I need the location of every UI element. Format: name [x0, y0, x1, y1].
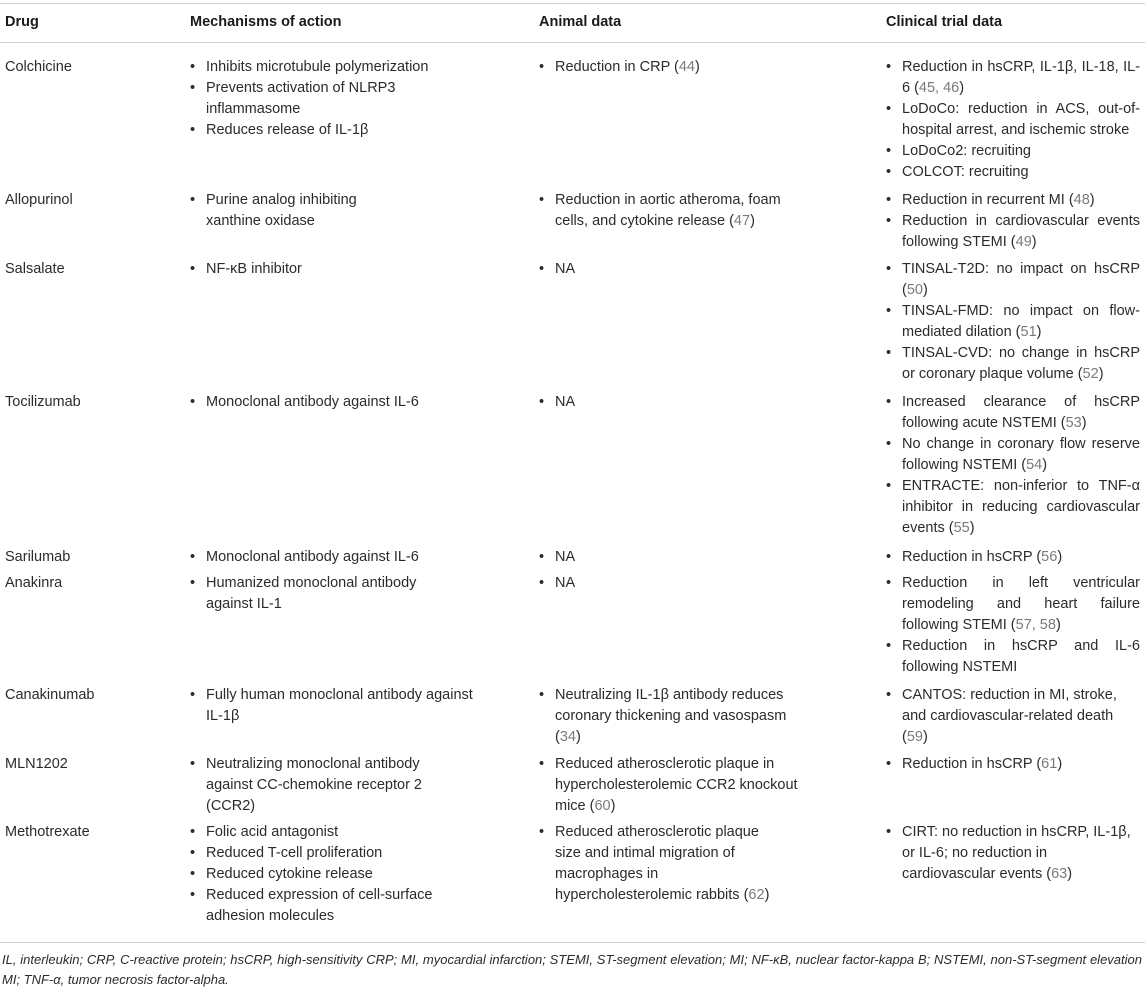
clinical-cell [886, 259, 1140, 385]
reference-link: 59 [906, 729, 923, 745]
drug-name: Sarilumab [5, 549, 71, 565]
list-item: • No change in coronary flow reserve following NSTEMI (54) [886, 436, 1140, 473]
list-item: • Monoclonal antibody against IL-6 [190, 549, 419, 565]
drug-name: Allopurinol [5, 192, 73, 208]
list-item: • Reduced cytokine release [190, 866, 373, 882]
list-item: • NA [539, 549, 576, 565]
list-item: • COLCOT: recruiting [886, 164, 1029, 180]
reference-link: 52 [1082, 366, 1099, 382]
animal-cell [539, 547, 799, 568]
list-item: • NF-κB inhibitor [190, 261, 302, 277]
list-item: • CIRT: no reduction in hsCRP, IL-1β, or IL-6; no reduction in cardiovascular events (63) [886, 824, 1131, 882]
list-item: • Reduces release of IL-1β [190, 122, 369, 138]
mechanism-cell [190, 547, 470, 568]
reference-link: 62 [748, 887, 765, 903]
list-item: • LoDoCo: reduction in ACS, out-of-hospital arrest, and ischemic stroke [886, 101, 1140, 138]
header-animal: Animal data [539, 14, 622, 30]
reference-link: 48 [1073, 192, 1090, 208]
list-item: • NA [539, 575, 576, 591]
drug-name: Salsalate [5, 261, 65, 277]
list-item: • Neutralizing monoclonal antibody against CC-chemokine receptor 2 (CCR2) [190, 756, 422, 814]
list-item: • Reduced expression of cell-surface adhesion molecules [190, 887, 433, 924]
clinical-cell [886, 685, 1126, 748]
clinical-cell [886, 190, 1140, 253]
list-item: • Fully human monoclonal antibody against IL-1β [190, 687, 473, 724]
drug-name: Tocilizumab [5, 394, 81, 410]
list-item: • Prevents activation of NLRP3 inflammasome [190, 80, 396, 117]
drug-name: Canakinumab [5, 687, 95, 703]
reference-link: 61 [1041, 756, 1058, 772]
mechanism-cell [190, 259, 470, 280]
clinical-cell [886, 392, 1140, 539]
mechanism-cell [190, 57, 470, 141]
header-clinical: Clinical trial data [886, 14, 1003, 30]
mechanism-cell [190, 573, 460, 615]
animal-cell [539, 754, 799, 817]
header-mechanism: Mechanisms of action [190, 14, 342, 30]
reference-link: 45, 46 [918, 80, 960, 96]
list-item: • Monoclonal antibody against IL-6 [190, 394, 419, 410]
list-item: • Reduction in hsCRP, IL-1β, IL-18, IL-6 (45, 46) [886, 59, 1140, 96]
header-drug: Drug [5, 14, 39, 30]
drug-name: Colchicine [5, 59, 72, 75]
list-item: • TINSAL-FMD: no impact on flow-mediated dilation (51) [886, 303, 1140, 340]
animal-cell [539, 685, 799, 748]
reference-link: 44 [678, 59, 695, 75]
clinical-cell [886, 822, 1140, 885]
list-item: • NA [539, 261, 576, 277]
list-item: • Reduction in aortic atheroma, foam cells, and cytokine release (47) [539, 192, 781, 229]
list-item: • Reduced T-cell proliferation [190, 845, 383, 861]
reference-link: 55 [953, 520, 970, 536]
list-item: • Reduction in recurrent MI (48) [886, 192, 1095, 208]
reference-link: 49 [1015, 234, 1032, 250]
clinical-cell [886, 57, 1140, 183]
list-item: • LoDoCo2: recruiting [886, 143, 1031, 159]
list-item: • Purine analog inhibiting xanthine oxidase [190, 192, 357, 229]
list-item: • TINSAL-CVD: no change in hsCRP or coronary plaque volume (52) [886, 345, 1140, 382]
list-item: • NA [539, 394, 576, 410]
reference-link: 34 [559, 729, 576, 745]
mechanism-cell [190, 685, 480, 727]
reference-link: 47 [733, 213, 751, 229]
list-item: • Reduction in hsCRP (56) [886, 549, 1063, 565]
animal-cell [539, 259, 799, 280]
reference-link: 56 [1041, 549, 1058, 565]
list-item: • Folic acid antagonist [190, 824, 339, 840]
drug-name: MLN1202 [5, 756, 68, 772]
reference-link: 57, 58 [1015, 617, 1056, 633]
list-item: • Reduction in hsCRP (61) [886, 756, 1063, 772]
reference-link: 51 [1020, 324, 1037, 340]
list-item: • Reduced atherosclerotic plaque size and intimal migration of macrophages in hypercholesterolemic rabbits (62) [539, 824, 770, 903]
table-footnote: IL, interleukin; CRP, C-reactive protein; hsCRP, high-sensitivity CRP; MI, myocardial infarction; STEMI, ST-segment elevation; MI; NF-κB, nuclear factor-kappa B; NSTEMI, non-ST-segment elevation MI; TNF-α, tumor necrosis factor-alpha. [2, 952, 1142, 987]
drug-name: Methotrexate [5, 824, 90, 840]
list-item: • Reduction in cardiovascular events following STEMI (49) [886, 213, 1140, 250]
list-item: • Humanized monoclonal antibody against IL-1 [190, 575, 417, 612]
mechanism-cell [190, 190, 380, 232]
table-top-rule [0, 3, 1145, 4]
table-header-rule [0, 42, 1145, 43]
list-item: • Reduction in left ventricular remodeling and heart failure following STEMI (57, 58) [886, 575, 1140, 633]
list-item: • Reduction in hsCRP and IL-6 following NSTEMI [886, 638, 1140, 675]
reference-link: 53 [1065, 415, 1082, 431]
reference-link: 63 [1051, 866, 1068, 882]
animal-cell [539, 573, 799, 594]
list-item: • Reduction in CRP (44) [539, 59, 700, 75]
mechanism-cell [190, 754, 460, 817]
animal-cell [539, 57, 799, 78]
animal-cell [539, 822, 784, 906]
list-item: • CANTOS: reduction in MI, stroke, and cardiovascular-related death (59) [886, 687, 1117, 745]
table-bottom-rule [0, 942, 1145, 943]
mechanism-cell [190, 392, 470, 413]
drug-name: Anakinra [5, 575, 63, 591]
list-item: • Increased clearance of hsCRP following acute NSTEMI (53) [886, 394, 1140, 431]
reference-link: 54 [1026, 457, 1043, 473]
clinical-cell [886, 754, 1140, 775]
list-item: • Reduced atherosclerotic plaque in hypercholesterolemic CCR2 knockout mice (60) [539, 756, 798, 814]
clinical-cell [886, 573, 1140, 678]
list-item: • ENTRACTE: non-inferior to TNF-α inhibitor in reducing cardiovascular events (55) [886, 478, 1140, 536]
animal-cell [539, 190, 799, 232]
reference-link: 60 [594, 798, 611, 814]
animal-cell [539, 392, 799, 413]
mechanism-cell [190, 822, 470, 927]
list-item: • TINSAL-T2D: no impact on hsCRP (50) [886, 261, 1140, 298]
reference-link: 50 [906, 282, 923, 298]
clinical-cell [886, 547, 1140, 568]
list-item: • Neutralizing IL-1β antibody reduces coronary thickening and vasospasm (34) [539, 687, 787, 745]
list-item: • Inhibits microtubule polymerization [190, 59, 429, 75]
